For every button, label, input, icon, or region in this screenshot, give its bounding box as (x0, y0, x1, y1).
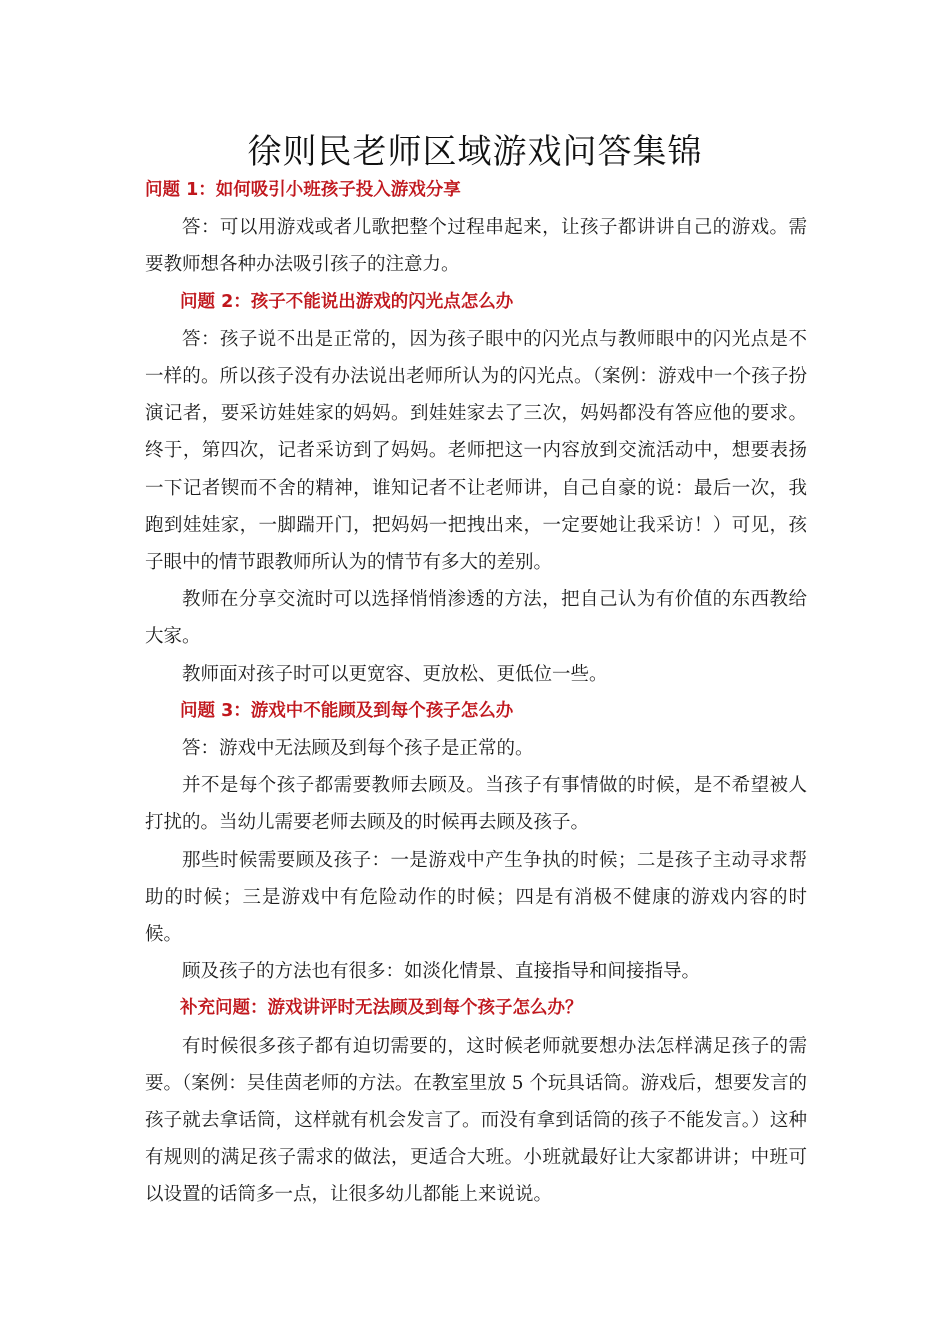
document-body (145, 172, 807, 1214)
question-3-heading: 问题 3：游戏中不能顾及到每个孩子怎么办 (180, 700, 514, 721)
question-2-heading: 问题 2：孩子不能说出游戏的闪光点怎么办 (180, 291, 514, 312)
supplementary-answer-paragraph: 有时候很多孩子都有迫切需要的，这时候老师就要想办法怎样满足孩子的需要。（案例：吴佳茵老师的方法。在教室里放 5 个玩具话筒。游戏后，想要发言的孩子就去拿话筒，这样就有机会发言了。而没有拿到话筒的孩子不能发言。）这种有规则的满足孩子需求的做法，更适合大班。小班就最好让大家都讲讲；中班可以设置的话筒多一点，让很多幼儿都能上来说说。 (145, 1035, 807, 1206)
question-1-heading: 问题 1：如何吸引小班孩子投入游戏分享 (145, 180, 461, 200)
answer-3-paragraph-4: 顾及孩子的方法也有很多：如淡化情景、直接指导和间接指导。 (182, 961, 701, 983)
answer-2-paragraph-3: 教师面对孩子时可以更宽容、更放松、更低位一些。 (182, 663, 608, 685)
supplementary-question-heading: 补充问题：游戏讲评时无法顾及到每个孩子怎么办？ (180, 998, 583, 1019)
answer-3-paragraph-3: 那些时候需要顾及孩子：一是游戏中产生争执的时候；二是孩子主动寻求帮助的时候；三是游戏中有危险动作的时候；四是有消极不健康的游戏内容的时候。 (145, 849, 807, 946)
answer-1-paragraph: 答：可以用游戏或者儿歌把整个过程串起来，让孩子都讲讲自己的游戏。需要教师想各种办法吸引孩子的注意力。 (145, 217, 807, 276)
answer-2-paragraph-2: 教师在分享交流时可以选择悄悄渗透的方法，把自己认为有价值的东西教给大家。 (145, 589, 807, 648)
answer-2-paragraph: 答：孩子说不出是正常的，因为孩子眼中的闪光点与教师眼中的闪光点是不一样的。所以孩子没有办法说出老师所认为的闪光点。（案例：游戏中一个孩子扮演记者，要采访娃娃家的妈妈。到娃娃家去了三次，妈妈都没有答应他的要求。终于，第四次，记者采访到了妈妈。老师把这一内容放到交流活动中，想要表扬一下记者锲而不舍的精神，谁知记者不让老师讲，自己自豪的说：最后一次，我跑到娃娃家，一脚踹开门，把妈妈一把拽出来，一定要她让我采访！）可见，孩子眼中的情节跟教师所认为的情节有多大的差别。 (145, 328, 807, 574)
document-title: 徐则民老师区域游戏问答集锦 (247, 132, 703, 172)
answer-3-paragraph-2: 并不是每个孩子都需要教师去顾及。当孩子有事情做的时候，是不希望被人打扰的。当幼儿需要老师去顾及的时候再去顾及孩子。 (145, 775, 807, 834)
answer-3-paragraph: 答：游戏中无法顾及到每个孩子是正常的。 (182, 738, 534, 760)
